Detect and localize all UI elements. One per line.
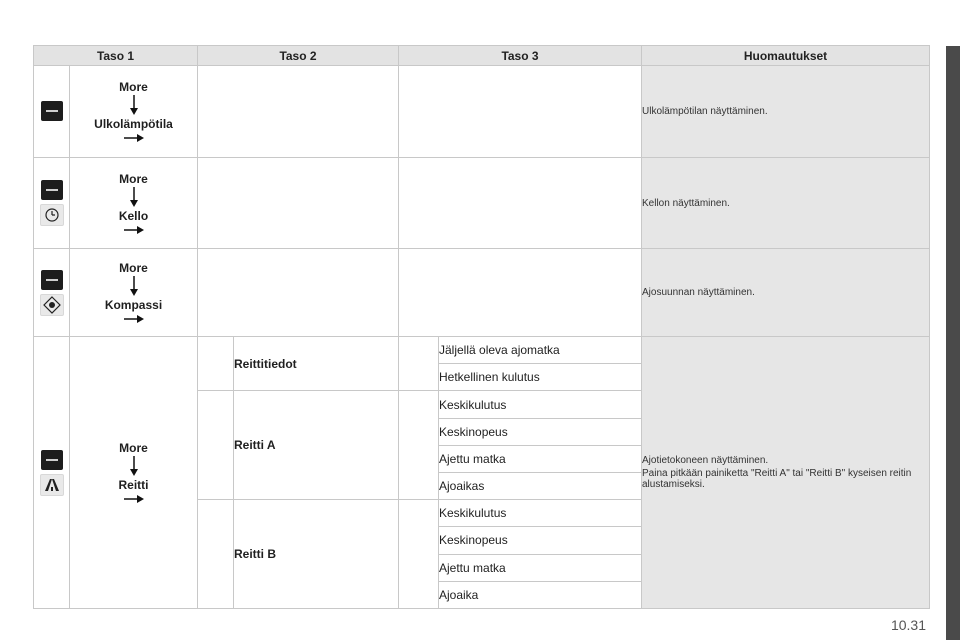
level2-reittitiedot: Reittitiedot xyxy=(234,337,399,391)
header-row xyxy=(34,46,930,66)
arrow-right-icon xyxy=(124,494,144,504)
note-cell: Ajosuunnan näyttäminen. xyxy=(642,249,930,337)
arrow-down-icon xyxy=(129,187,139,207)
level2-reitti-a: Reitti A xyxy=(234,391,399,500)
clock-icon xyxy=(40,204,64,226)
level2-reitti-b: Reitti B xyxy=(234,500,399,609)
icon-cell xyxy=(34,249,70,337)
table-row xyxy=(34,249,930,337)
note-cell: Kellon näyttäminen. xyxy=(642,157,930,249)
indent-cell xyxy=(198,500,234,609)
arrow-down-icon xyxy=(129,95,139,115)
path-top: More xyxy=(119,261,148,276)
side-bar xyxy=(946,46,960,640)
empty-cell xyxy=(399,66,642,158)
header-taso-1: Taso 1 xyxy=(34,46,198,66)
level3-item: Ajettu matka xyxy=(439,554,642,581)
note-line: Paina pitkään painiketta "Reitti A" tai "Reitti B" kyseisen reitin alustamiseksi. xyxy=(642,468,912,491)
level3-item: Ajettu matka xyxy=(439,445,642,472)
path-item: Kello xyxy=(118,208,149,223)
level3-item: Keskikulutus xyxy=(439,391,642,418)
menu-button-icon xyxy=(41,180,63,200)
compass-icon xyxy=(40,294,64,316)
path-cell xyxy=(70,337,198,609)
table-row xyxy=(34,337,930,364)
level3-item: Jäljellä oleva ajomatka xyxy=(439,337,642,364)
indent-cell xyxy=(399,500,439,609)
arrow-right-icon xyxy=(124,225,144,235)
table-row xyxy=(34,157,930,249)
level3-item: Keskinopeus xyxy=(439,418,642,445)
level3-item: Keskikulutus xyxy=(439,500,642,527)
empty-cell xyxy=(198,157,399,249)
path-item: Reitti xyxy=(118,478,149,493)
table-row xyxy=(34,66,930,158)
icon-cell xyxy=(34,157,70,249)
path-top: More xyxy=(119,79,148,94)
menu-button-icon xyxy=(41,270,63,290)
path-top: More xyxy=(119,171,148,186)
path-cell xyxy=(70,249,198,337)
menu-table xyxy=(33,45,930,609)
icon-cell xyxy=(34,66,70,158)
indent-cell xyxy=(399,391,439,500)
arrow-down-icon xyxy=(129,276,139,296)
path-top: More xyxy=(119,441,148,456)
empty-cell xyxy=(399,249,642,337)
header-notes: Huomautukset xyxy=(642,46,930,66)
arrow-right-icon xyxy=(124,133,144,143)
path-item: Ulkolämpötila xyxy=(94,116,173,131)
menu-button-icon xyxy=(41,101,63,121)
header-taso-2: Taso 2 xyxy=(198,46,399,66)
empty-cell xyxy=(198,66,399,158)
indent-cell xyxy=(399,337,439,391)
arrow-right-icon xyxy=(124,314,144,324)
level3-item: Ajoaika xyxy=(439,581,642,608)
icon-cell xyxy=(34,337,70,609)
note-line: Ajotietokoneen näyttäminen. xyxy=(642,455,769,467)
empty-cell xyxy=(399,157,642,249)
level3-item: Ajoaikas xyxy=(439,472,642,499)
menu-button-icon xyxy=(41,450,63,470)
indent-cell xyxy=(198,337,234,391)
path-cell xyxy=(70,157,198,249)
path-item: Kompassi xyxy=(104,298,163,313)
note-cell: Ulkolämpötilan näyttäminen. xyxy=(642,66,930,158)
note-cell xyxy=(642,337,930,609)
empty-cell xyxy=(198,249,399,337)
indent-cell xyxy=(198,391,234,500)
level3-item: Hetkellinen kulutus xyxy=(439,364,642,391)
page-number: 10.31 xyxy=(890,617,926,633)
path-cell xyxy=(70,66,198,158)
header-taso-3: Taso 3 xyxy=(399,46,642,66)
route-icon xyxy=(40,474,64,496)
level3-item: Keskinopeus xyxy=(439,527,642,554)
arrow-down-icon xyxy=(129,456,139,476)
